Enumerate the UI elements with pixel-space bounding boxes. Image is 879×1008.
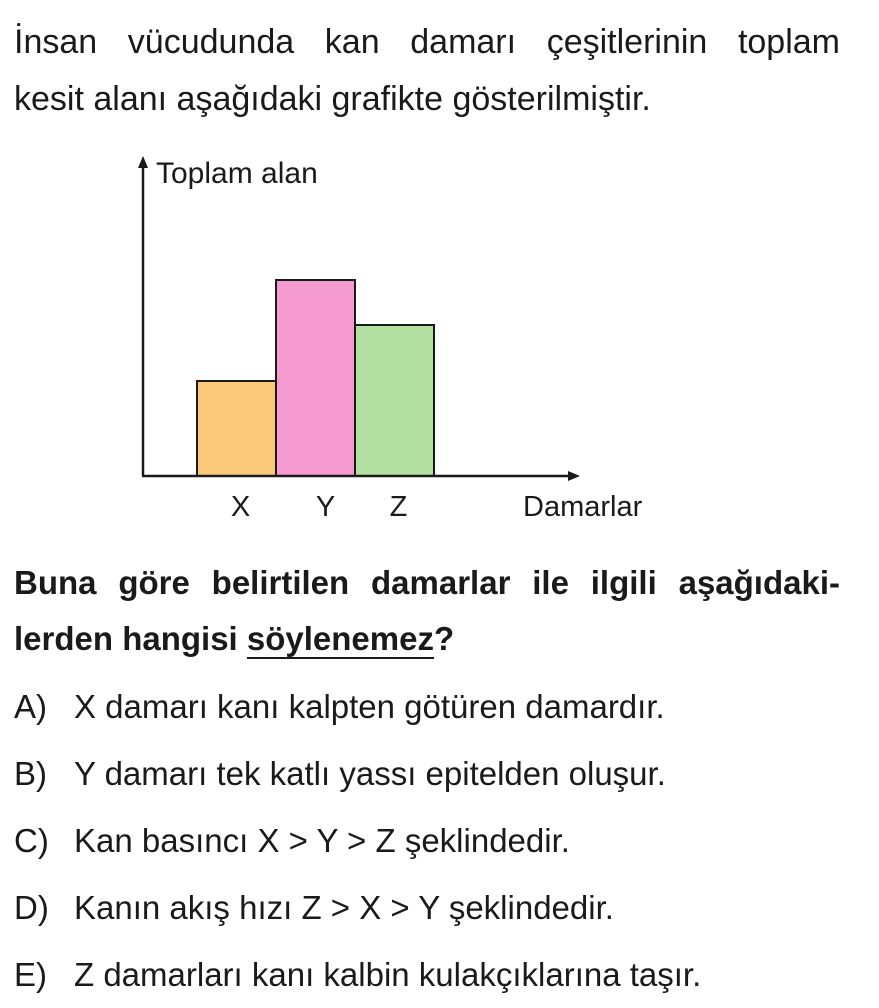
tick-label-y: Y [315, 491, 336, 523]
prompt-line-2 [14, 611, 840, 667]
option-text: Y damarı tek katlı yassı epitelden oluşur. [74, 754, 666, 792]
stem-line-1: İnsan vücudunda kan damarı çeşitlerinin toplam [14, 23, 840, 61]
option-text: X damarı kanı kalpten götüren damardır. [74, 687, 665, 725]
x-axis-label: Damarlar [523, 491, 643, 523]
option-e[interactable] [14, 941, 874, 1008]
option-letter: D) [14, 888, 49, 926]
option-d[interactable] [14, 874, 874, 941]
answer-options [14, 673, 874, 1008]
y-axis-label: Toplam alan [156, 157, 318, 190]
option-b[interactable] [14, 740, 874, 807]
stem-line-2: kesit alanı aşağıdaki grafikte gösterilmiştir. [14, 80, 651, 118]
question-prompt [14, 555, 840, 667]
option-text: Kan basıncı X > Y > Z şeklindedir. [74, 821, 570, 859]
bar-x [197, 381, 276, 476]
prompt-underlined-word: söylenemez [246, 620, 434, 657]
tick-label-x: X [230, 491, 251, 523]
option-letter: E) [14, 955, 47, 993]
bar-y [276, 280, 355, 476]
prompt-line-2-suffix: ? [433, 620, 455, 657]
option-a[interactable] [14, 673, 874, 740]
option-c[interactable] [14, 807, 874, 874]
y-axis-arrow-icon [138, 156, 148, 168]
option-letter: B) [14, 754, 47, 792]
option-text: Z damarları kanı kalbin kulakçıklarına taşır. [74, 955, 702, 993]
option-text: Kanın akış hızı Z > X > Y şeklindedir. [74, 888, 614, 926]
option-letter: A) [14, 687, 47, 725]
tick-label-z: Z [389, 491, 408, 523]
option-letter: C) [14, 821, 49, 859]
prompt-line-2-prefix: lerden hangisi [14, 620, 247, 657]
question-stem [14, 14, 840, 128]
prompt-line-1: Buna göre belirtilen damarlar ile ilgili aşağıdaki- [14, 564, 840, 601]
bar-z [355, 325, 434, 476]
bar-chart [0, 140, 700, 540]
